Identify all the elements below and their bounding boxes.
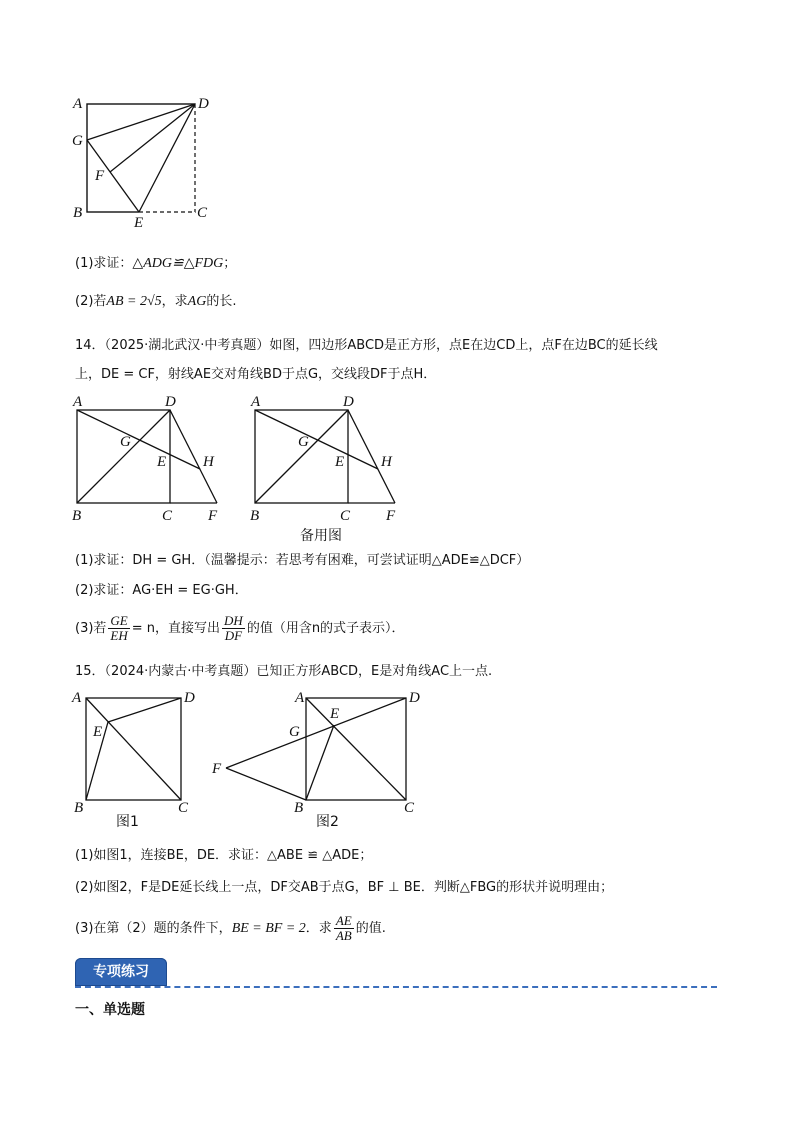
caption-fig2: 图2 [316,814,339,830]
label-f: F [208,508,218,524]
label-h: H [381,454,392,470]
q14-part3: (3)若 $\frac{GE}{EH}$ = n，直接写出 $\frac{DH}{DF}$ 的值（用含n的式子表示）． [75,613,405,643]
label-b: B [74,800,84,816]
label-e: E [157,454,167,470]
section-tab: 专项练习 [75,958,167,986]
ray-ae [77,410,200,469]
q15-part1: (1)如图1，连接BE，DE．求证：△ABE ≌ △ADE； [75,848,373,863]
label-h: H [203,454,214,470]
label-d: D [165,394,176,410]
diagonal-ac [306,698,406,800]
label-b: B [294,800,304,816]
section-subhead: 一、单选题 [75,1002,145,1018]
q14-stem-line2: 上，DE = CF，射线AE交对角线BD于点G，交线段DF于点H． [75,367,437,382]
label-e: E [330,706,340,722]
caption-spare: 备用图 [300,528,342,544]
fraction-ae-ab: $\frac{AE}{AB}$ [335,913,352,943]
label-f: F [212,761,222,777]
label-c: C [340,508,351,524]
segment-fb [226,768,306,800]
label-f: F [386,508,396,524]
label-c: C [197,205,208,221]
label-a: A [251,394,261,410]
label-f: F [95,168,105,184]
ray-ae [255,410,378,469]
label-a: A [295,690,305,706]
segment-be [306,725,334,800]
label-g: G [289,724,300,740]
q14-part1: (1)求证：DH = GH．（温馨提示：若思考有困难，可尝试证明△ADE≌△DCF） [75,553,530,568]
q13-part1: (1)求证：△ADG≌△FDG； [75,256,237,271]
q15-part3: (3)在第（2）题的条件下，BE = BF = 2．求 $\frac{AE}{AB}$ 的值. [75,913,386,943]
q14-stem-line1: 14．（2025·湖北武汉·中考真题）如图，四边形ABCD是正方形，点E在边CD上，点F在边BC的延长线 [75,338,658,353]
label-b: B [250,508,260,524]
label-d: D [198,96,209,112]
label-g: G [120,434,131,450]
segment-ed [108,698,181,722]
figure-q14-spare [240,392,410,544]
label-d: D [184,690,195,706]
q15-part2: (2)如图2，F是DE延长线上一点，DF交AB于点G，BF ⊥ BE．判断△FBG的形状并说明理由； [75,880,614,895]
label-a: A [73,96,83,112]
label-e: E [335,454,345,470]
label-g: G [72,133,83,149]
label-c: C [404,800,415,816]
fraction-ge-eh: $\frac{GE}{EH}$ [110,613,128,643]
q15-stem: 15．（2024·内蒙古·中考真题）已知正方形ABCD，E是对角线AC上一点. [75,664,493,679]
label-g: G [298,434,309,450]
label-b: B [73,205,83,221]
figure-q13 [60,90,220,230]
label-c: C [162,508,173,524]
fraction-dh-df: $\frac{DH}{DF}$ [224,613,243,643]
label-c: C [178,800,189,816]
label-e: E [134,215,144,231]
figure-q15-1 [62,686,212,831]
label-e: E [93,724,103,740]
caption-fig1: 图1 [116,814,139,830]
segment-fd [110,104,195,172]
label-a: A [73,394,83,410]
section-divider [75,986,717,988]
square-outline [87,104,195,212]
q14-part2: (2)求证：AG·EH = EG·GH． [75,583,248,598]
q13-part2: (2)若AB = 2√5，求AG的长. [75,294,237,309]
label-d: D [409,690,420,706]
figure-q14-main [62,392,232,524]
figure-q15-2 [206,686,426,831]
label-d: D [343,394,354,410]
label-b: B [72,508,82,524]
label-a: A [72,690,82,706]
